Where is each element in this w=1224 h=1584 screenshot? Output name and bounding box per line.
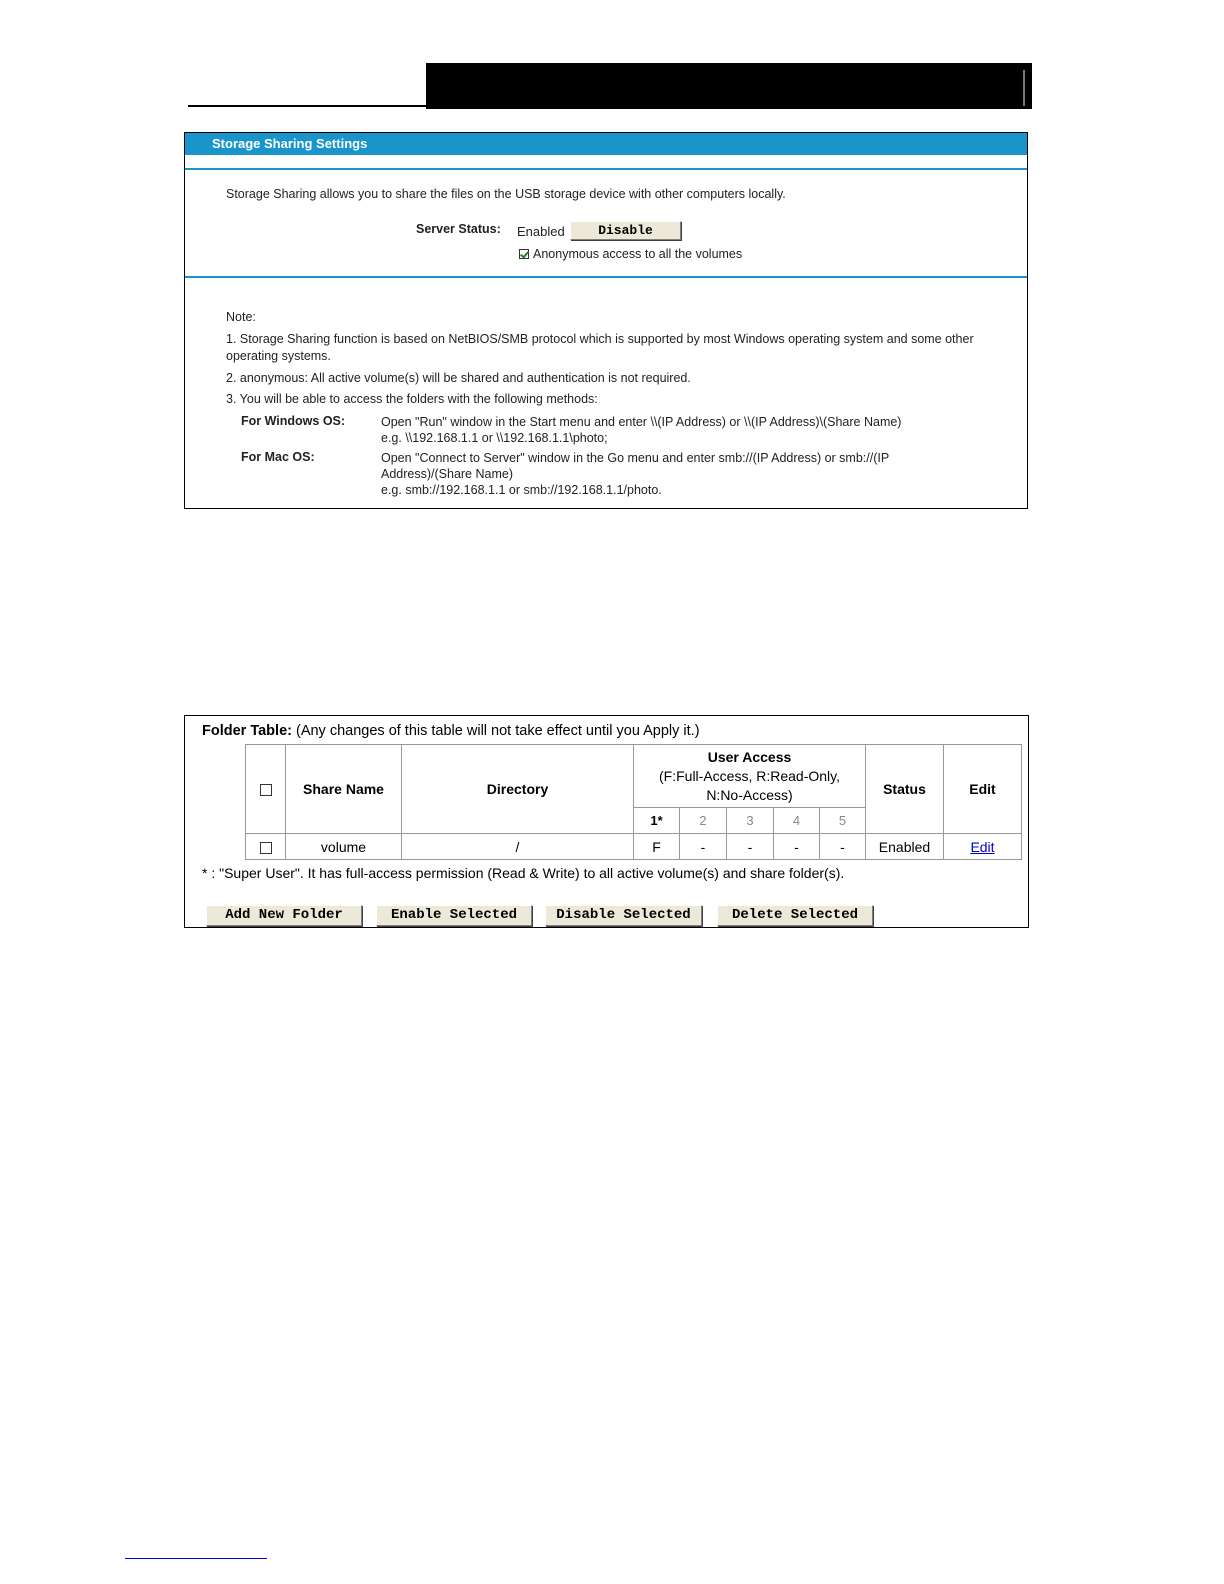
user-column-1: 1* [634,808,680,834]
note-1-continued: operating systems. [226,349,331,363]
user-column-3: 3 [727,808,774,834]
divider [185,276,1027,278]
user-access-legend-2: N:No-Access) [706,786,793,803]
user-access-legend-1: (F:Full-Access, R:Read-Only, [659,767,840,784]
disable-selected-button[interactable]: Disable Selected [545,905,702,926]
select-all-checkbox[interactable] [260,784,272,796]
header-directory: Directory [402,745,634,834]
row-checkbox[interactable] [260,842,272,854]
note-2: 2. anonymous: All active volume(s) will be shared and authentication is not required. [226,371,691,385]
panel-title: Storage Sharing Settings [185,133,1027,155]
folder-table-title [202,723,700,739]
folder-table-title-label: Folder Table: [202,723,292,739]
table-row [246,834,1022,860]
header-status: Status [866,745,944,834]
header-bar [426,63,1032,109]
row-share-name: volume [286,834,402,860]
windows-os-label: For Windows OS: [241,414,346,428]
delete-selected-button[interactable]: Delete Selected [717,905,873,926]
header-rule [188,105,428,107]
folder-table-panel [184,715,1029,928]
header-edit: Edit [944,745,1022,834]
table-header-row [246,745,1022,808]
enable-selected-button[interactable]: Enable Selected [376,905,532,926]
user-column-5: 5 [820,808,866,834]
mac-os-instruction-continued: Address)/(Share Name) [381,467,513,481]
row-access-user-3: - [727,834,774,860]
add-new-folder-button[interactable]: Add New Folder [206,905,362,926]
super-user-footnote: * : "Super User". It has full-access permission (Read & Write) to all active volume(s) and share folder(s). [202,865,845,881]
folder-table [245,744,1022,860]
row-status: Enabled [866,834,944,860]
footer-link-rule [125,1558,267,1559]
divider [185,168,1027,170]
user-column-2: 2 [680,808,727,834]
header-user-access [634,745,866,808]
anonymous-access-checkbox[interactable] [519,249,529,259]
row-access-user-5: - [820,834,866,860]
server-status-label: Server Status: [416,222,501,236]
server-status-value: Enabled [517,224,565,239]
intro-text: Storage Sharing allows you to share the files on the USB storage device with other computers locally. [226,187,786,201]
row-directory: / [402,834,634,860]
anonymous-access-label: Anonymous access to all the volumes [533,247,743,261]
storage-sharing-panel [184,132,1028,509]
row-access-user-2: - [680,834,727,860]
user-column-4: 4 [774,808,820,834]
disable-button[interactable]: Disable [570,221,681,240]
edit-link[interactable]: Edit [970,838,995,855]
windows-os-example: e.g. \\192.168.1.1 or \\192.168.1.1\photo; [381,431,608,445]
row-access-user-4: - [774,834,820,860]
note-3: 3. You will be able to access the folders with the following methods: [226,392,598,406]
user-access-title: User Access [707,748,792,765]
row-select-cell [246,834,286,860]
mac-os-instruction: Open "Connect to Server" window in the Go menu and enter smb://(IP Address) or smb://(IP [381,451,890,465]
windows-os-instruction: Open "Run" window in the Start menu and enter \\(IP Address) or \\(IP Address)\(Share Name) [381,415,902,429]
row-edit-cell [944,834,1022,860]
mac-os-example: e.g. smb://192.168.1.1 or smb://192.168.1.1/photo. [381,483,662,497]
row-access-user-1: F [634,834,680,860]
header-share-name: Share Name [286,745,402,834]
note-1: 1. Storage Sharing function is based on NetBIOS/SMB protocol which is supported by most Windows operating system and some other [226,332,974,346]
folder-table-title-note: (Any changes of this table will not take effect until you Apply it.) [291,723,700,739]
mac-os-label: For Mac OS: [241,450,315,464]
select-all-cell [246,745,286,834]
note-label: Note: [226,310,256,324]
header-bar-edge [1023,70,1025,106]
